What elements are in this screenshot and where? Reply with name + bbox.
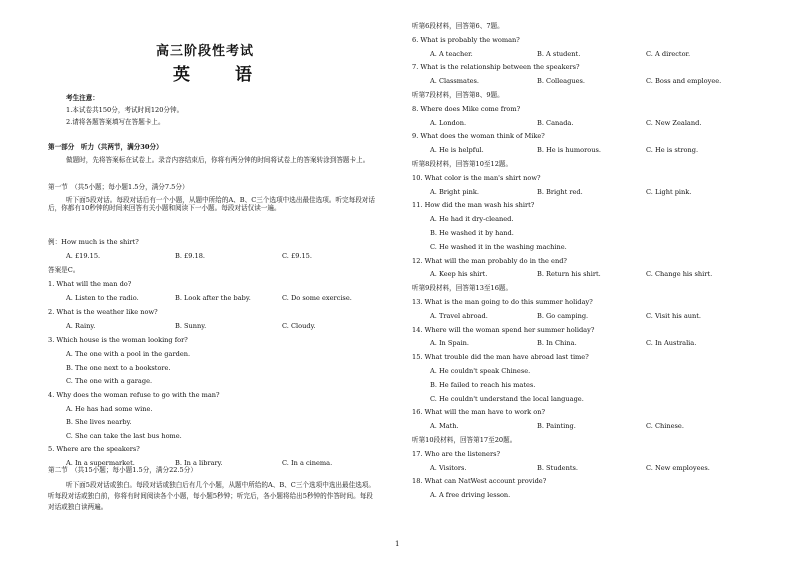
question-stem: 6. What is probably the woman?	[412, 35, 520, 44]
section1-intro: 听下面5段对话。每段对话后有一个小题，从题中所给的A、B、C三个选项中选出最佳选项。听完每段对话后，你都有10秒钟的时间来回答有关小题和阅读下一小题。每段对话仅读一遍。	[48, 196, 375, 212]
answer-option: A. Listen to the radio.	[66, 294, 139, 302]
answer-option: A. Visitors.	[430, 463, 467, 472]
question-stem: 11. How did the man wash his shirt?	[412, 201, 535, 210]
section2-heading: 第二节 （共15小题；每小题1.5分，满分22.5分）	[48, 466, 197, 474]
question-stem: 4. Why does the woman refuse to go with the man?	[48, 390, 220, 399]
section-note: 听第6段材料，回答第6、7题。	[412, 22, 504, 30]
answer-option: C. In a cinema.	[282, 459, 333, 467]
answer-option: C. He washed it in the washing machine.	[430, 242, 567, 251]
part1-heading: 第一部分 听力（共两节，满分30分）	[48, 143, 163, 151]
question-stem: 17. Who are the listeners?	[412, 449, 501, 458]
answer-option: B. A student.	[537, 49, 581, 58]
answer-option: B. Look after the baby.	[175, 294, 251, 302]
answer-option: C. In Australia.	[646, 339, 697, 348]
part1-intro: 做题时，先将答案标在试卷上。录音内容结束后，你将有两分钟的时间将试卷上的答案转涂到答题卡上。	[66, 156, 370, 164]
answer-option: A. In a supermarket.	[66, 459, 135, 467]
example-answer: 答案是C。	[48, 266, 80, 274]
answer-option: A. He has had some wine.	[66, 404, 153, 413]
answer-option: B. He failed to reach his mates.	[430, 380, 536, 389]
answer-option: B. Return his shirt.	[537, 270, 601, 279]
answer-option: C. He is strong.	[646, 146, 699, 155]
answer-option: A. Keep his shirt.	[430, 270, 488, 279]
answer-option: A. In Spain.	[430, 339, 470, 348]
question-stem: 8. Where does Mike come from?	[412, 104, 521, 113]
notice-item: 2.请将各题答案填写在答题卡上。	[66, 118, 165, 126]
notice-heading: 考生注意：	[66, 94, 99, 102]
notice-item: 1.本试卷共150分，考试时间120分钟。	[66, 106, 184, 114]
answer-option: B. He washed it by hand.	[430, 229, 514, 237]
question-stem: 1. What will the man do?	[48, 280, 132, 288]
example-option: B. £9.18.	[175, 252, 206, 260]
question-stem: 18. What can NatWest account provide?	[412, 477, 547, 486]
answer-option: A. A free driving lesson.	[430, 491, 511, 500]
answer-option: A. Math.	[430, 422, 459, 431]
question-stem: 10. What color is the man's shirt now?	[412, 173, 541, 182]
answer-option: C. Visit his aunt.	[646, 311, 702, 320]
answer-option: C. Boss and employee.	[646, 77, 722, 86]
section-note: 听第8段材料，回答第10至12题。	[412, 160, 513, 168]
answer-option: B. In China.	[537, 339, 577, 348]
answer-option: C. New employees.	[646, 463, 710, 472]
section1-heading: 第一节 （共5小题；每小题1.5分，满分7.5分）	[48, 183, 189, 191]
question-stem: 13. What is the man going to do this summer holiday?	[412, 298, 593, 306]
answer-option: A. The one with a pool in the garden.	[66, 350, 191, 358]
exam-title: 高三阶段性考试	[156, 44, 255, 59]
example-option: A. £19.15.	[66, 252, 101, 260]
answer-option: A. Classmates.	[430, 77, 480, 86]
answer-option: C. Chinese.	[646, 422, 684, 431]
page-number: 1	[395, 540, 400, 548]
question-stem: 2. What is the weather like now?	[48, 308, 158, 316]
answer-option: C. She can take the last bus home.	[66, 431, 182, 440]
example-option: C. £9.15.	[282, 252, 312, 260]
answer-option: C. Cloudy.	[282, 322, 316, 330]
question-stem: 3. Which house is the woman looking for?	[48, 336, 188, 344]
answer-option: B. The one next to a bookstore.	[66, 363, 171, 372]
answer-option: C. Do some exercise.	[282, 294, 352, 302]
answer-option: B. Colleagues.	[537, 77, 585, 86]
answer-option: B. Sunny.	[175, 322, 207, 330]
answer-option: A. Rainy.	[66, 322, 96, 330]
answer-option: B. He is humorous.	[537, 146, 601, 155]
answer-option: B. She lives nearby.	[66, 418, 132, 426]
answer-option: B. Bright red.	[537, 187, 583, 196]
section-note: 听第10段材料，回答第17至20题。	[412, 436, 517, 444]
answer-option: C. Change his shirt.	[646, 270, 713, 279]
answer-option: C. A director.	[646, 49, 691, 58]
answer-option: A. He had it dry-cleaned.	[430, 215, 514, 224]
answer-option: C. New Zealand.	[646, 118, 702, 127]
example-question: 例：How much is the shirt?	[48, 238, 139, 246]
answer-option: A. London.	[430, 118, 467, 127]
section2-intro: 听下面5段对话或独白。每段对话或独白后有几个小题，从题中所给的A、B、C三个选项中选出最佳选项。听每段对话或独白前，你将有时间阅读各个小题，每小题5秒钟；听完后，各小题将给出5秒钟的作答时间。每段对话或独白读两遍。	[48, 481, 375, 511]
section-note: 听第9段材料，回答第13至16题。	[412, 284, 513, 293]
answer-option: A. Bright pink.	[430, 187, 479, 196]
answer-option: A. Travel abroad.	[430, 311, 488, 320]
question-stem: 9. What does the woman think of Mike?	[412, 132, 545, 141]
answer-option: A. A teacher.	[430, 49, 473, 58]
answer-option: C. He couldn't understand the local language.	[430, 394, 584, 403]
answer-option: B. Go camping.	[537, 311, 589, 320]
question-stem: 7. What is the relationship between the speakers?	[412, 63, 580, 72]
question-stem: 14. Where will the woman spend her summer holiday?	[412, 325, 595, 334]
subject-title: 英 语	[173, 65, 266, 85]
answer-option: A. He is helpful.	[430, 146, 484, 155]
answer-option: B. In a library.	[175, 459, 223, 467]
question-stem: 5. Where are the speakers?	[48, 445, 140, 453]
answer-option: C. The one with a garage.	[66, 377, 153, 385]
answer-option: B. Canada.	[537, 118, 574, 127]
answer-option: A. He couldn't speak Chinese.	[430, 367, 531, 375]
question-stem: 12. What will the man probably do in the end?	[412, 256, 567, 265]
section-note: 听第7段材料，回答第8、9题。	[412, 91, 504, 99]
answer-option: B. Painting.	[537, 422, 576, 431]
question-stem: 15. What trouble did the man have abroad last time?	[412, 353, 589, 362]
answer-option: C. Light pink.	[646, 187, 692, 196]
answer-option: B. Students.	[537, 463, 578, 472]
question-stem: 16. What will the man have to work on?	[412, 408, 545, 417]
